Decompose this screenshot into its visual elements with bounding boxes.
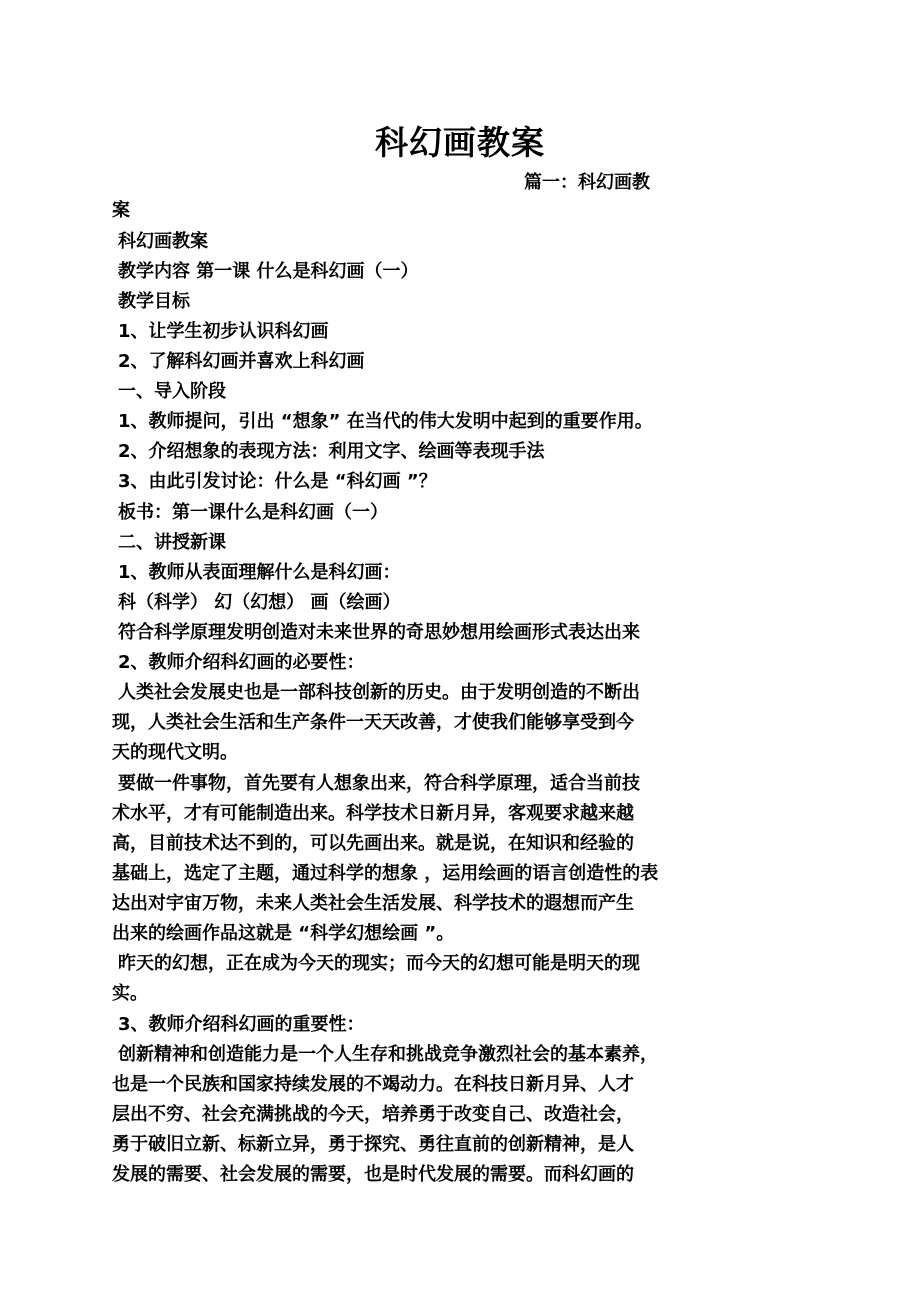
text-line: 人类社会发展史也是一部科技创新的历史。由于发明创造的不断出 xyxy=(118,682,640,703)
text-line: 板书：第一课什么是科幻画（一） xyxy=(118,502,388,523)
document-subtitle: 篇一：科幻画教 xyxy=(524,172,650,193)
text-line: 2、教师介绍科幻画的必要性： xyxy=(118,652,365,673)
text-line: 创新精神和创造能力是一个人生存和挑战竞争激烈社会的基本素养， xyxy=(118,1044,658,1065)
text-line: 勇于破旧立新、标新立异，勇于探究、勇往直前的创新精神，是人 xyxy=(112,1134,634,1155)
text-line: 案 xyxy=(112,200,130,221)
text-line: 2、了解科幻画并喜欢上科幻画 xyxy=(118,351,365,372)
text-line: 教学内容 第一课 什么是科幻画（一） xyxy=(118,261,419,282)
text-line: 层出不穷、社会充满挑战的今天，培养勇于改变自己、改造社会， xyxy=(112,1104,634,1125)
text-line: 科（科学） 幻（幻想） 画（绘画） xyxy=(118,592,401,613)
text-line: 3、由此引发讨论：什么是 “科幻画 ”？ xyxy=(118,471,437,492)
text-line: 符合科学原理发明创造对未来世界的奇思妙想用绘画形式表达出来 xyxy=(118,622,640,643)
text-line: 科幻画教案 xyxy=(118,231,208,252)
text-line: 天的现代文明。 xyxy=(112,742,238,763)
text-line: 发展的需要、社会发展的需要，也是时代发展的需要。而科幻画的 xyxy=(112,1164,634,1185)
text-line: 术水平，才有可能制造出来。科学技术日新月异，客观要求越来越 xyxy=(112,803,634,824)
text-line: 基础上，选定了主题，通过科学的想象 ，运用绘画的语言创造性的表 xyxy=(112,863,659,884)
text-line: 二、讲授新课 xyxy=(118,532,226,553)
text-line: 一、导入阶段 xyxy=(118,381,226,402)
text-line: 2、介绍想象的表现方法：利用文字、绘画等表现手法 xyxy=(118,441,545,462)
text-line: 也是一个民族和国家持续发展的不竭动力。在科技日新月异、人才 xyxy=(112,1074,634,1095)
text-line: 实。 xyxy=(112,983,148,1004)
text-line: 出来的绘画作品这就是 “科学幻想绘画 ”。 xyxy=(112,923,455,944)
document-title: 科幻画教案 xyxy=(375,123,545,162)
text-line: 要做一件事物，首先要有人想象出来，符合科学原理，适合当前技 xyxy=(118,773,640,794)
text-line: 高，目前技术达不到的，可以先画出来。就是说，在知识和经验的 xyxy=(112,833,634,854)
text-line: 现，人类社会生活和生产条件一天天改善，才使我们能够享受到今 xyxy=(112,712,634,733)
text-line: 1、教师提问，引出 “想象” 在当代的伟大发明中起到的重要作用。 xyxy=(118,411,653,432)
text-line: 1、让学生初步认识科幻画 xyxy=(118,321,329,342)
text-line: 3、教师介绍科幻画的重要性： xyxy=(118,1014,365,1035)
text-line: 达出对宇宙万物，未来人类社会生活发展、科学技术的遐想而产生 xyxy=(112,893,634,914)
text-line: 1、教师从表面理解什么是科幻画： xyxy=(118,562,401,583)
text-line: 昨天的幻想，正在成为今天的现实；而今天的幻想可能是明天的现 xyxy=(118,953,640,974)
text-line: 教学目标 xyxy=(118,291,190,312)
